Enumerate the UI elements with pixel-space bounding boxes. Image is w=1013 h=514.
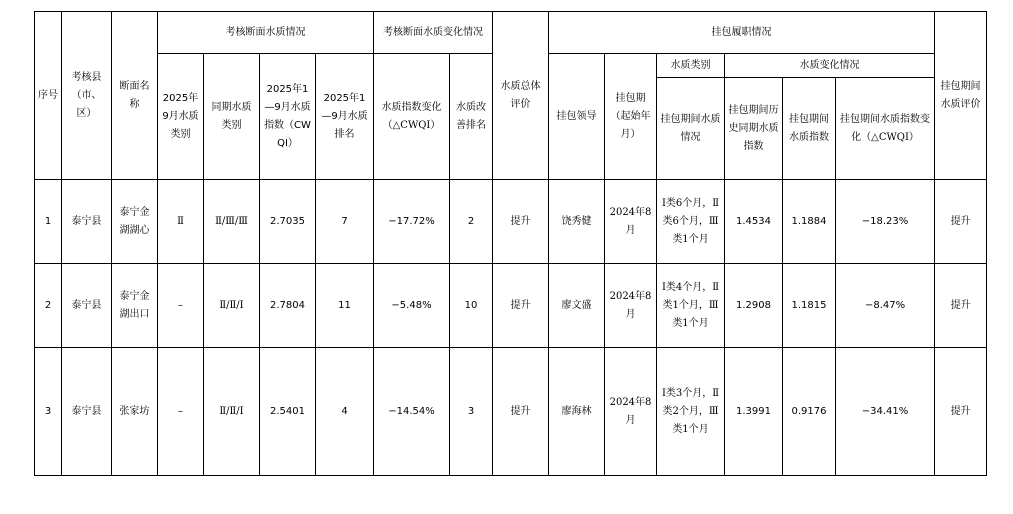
cell-improve-rank: 2: [450, 180, 493, 264]
cell-hist-index: 1.4534: [725, 180, 783, 264]
cell-change: −17.72%: [374, 180, 450, 264]
cell-improve-rank: 10: [450, 264, 493, 348]
header-overall-eval: 水质总体评价: [493, 12, 549, 180]
cell-period-index: 1.1815: [783, 264, 836, 348]
cell-period-eval: 提升: [935, 348, 987, 476]
header-period-class: 挂包期间水质情况: [657, 78, 725, 180]
cell-period: 2024年8月: [605, 264, 657, 348]
header-seq: 序号: [35, 12, 62, 180]
cell-period-class: Ⅰ类6个月，Ⅱ类6个月，Ⅲ类1个月: [657, 180, 725, 264]
cell-period-index: 1.1884: [783, 180, 836, 264]
cell-improve-rank: 3: [450, 348, 493, 476]
cell-period-index: 0.9176: [783, 348, 836, 476]
table-row: [35, 264, 987, 348]
header-period: 挂包期（起始年月）: [605, 54, 657, 180]
header-same-period-class: 同期水质类别: [204, 54, 260, 180]
cell-cwqi: 2.7035: [260, 180, 316, 264]
water-quality-table: [34, 11, 987, 476]
cell-hist-index: 1.2908: [725, 264, 783, 348]
header-section-name: 断面名称: [112, 12, 158, 180]
cell-sept-class: –: [158, 264, 204, 348]
cell-sept-class: –: [158, 348, 204, 476]
header-row-1: [35, 12, 987, 54]
cell-cwqi: 2.5401: [260, 348, 316, 476]
cell-period-class: Ⅰ类3个月，Ⅱ类2个月，Ⅲ类1个月: [657, 348, 725, 476]
cell-change: −5.48%: [374, 264, 450, 348]
header-county: 考核县（市、区）: [62, 12, 112, 180]
cell-cwqi: 2.7804: [260, 264, 316, 348]
cell-leader: 廖海林: [549, 348, 605, 476]
cell-leader: 饶秀健: [549, 180, 605, 264]
header-assess-group: 考核断面水质情况: [158, 12, 374, 54]
cell-rank: 7: [316, 180, 374, 264]
cell-same-period-class: Ⅱ/Ⅱ/Ⅰ: [204, 348, 260, 476]
header-change-group: 考核断面水质变化情况: [374, 12, 493, 54]
header-hist-index: 挂包期间历史同期水质指数: [725, 78, 783, 180]
cell-section: 张家坊: [112, 348, 158, 476]
cell-same-period-class: Ⅱ/Ⅲ/Ⅲ: [204, 180, 260, 264]
header-variation-group: 水质变化情况: [725, 54, 935, 78]
cell-period-class: Ⅰ类4个月，Ⅱ类1个月，Ⅲ类1个月: [657, 264, 725, 348]
cell-seq: 1: [35, 180, 62, 264]
header-index-change: 水质指数变化（△CWQI）: [374, 54, 450, 180]
header-sept-class: 2025年9月水质类别: [158, 54, 204, 180]
header-period-index: 挂包期间水质指数: [783, 78, 836, 180]
cell-hist-index: 1.3991: [725, 348, 783, 476]
cell-change: −14.54%: [374, 348, 450, 476]
header-period-change: 挂包期间水质指数变化（△CWQI）: [836, 78, 935, 180]
cell-eval: 提升: [493, 180, 549, 264]
cell-seq: 3: [35, 348, 62, 476]
header-leader: 挂包领导: [549, 54, 605, 180]
cell-seq: 2: [35, 264, 62, 348]
cell-period-eval: 提升: [935, 180, 987, 264]
header-package-group: 挂包履职情况: [549, 12, 935, 54]
table-row: [35, 348, 987, 476]
cell-section: 泰宁金湖湖心: [112, 180, 158, 264]
cell-leader: 廖文盛: [549, 264, 605, 348]
cell-same-period-class: Ⅱ/Ⅱ/Ⅰ: [204, 264, 260, 348]
cell-eval: 提升: [493, 348, 549, 476]
cell-section: 泰宁金湖出口: [112, 264, 158, 348]
cell-period: 2024年8月: [605, 180, 657, 264]
cell-rank: 4: [316, 348, 374, 476]
cell-county: 泰宁县: [62, 180, 112, 264]
cell-county: 泰宁县: [62, 264, 112, 348]
header-jan-sep-rank: 2025年1—9月水质排名: [316, 54, 374, 180]
header-period-eval: 挂包期间水质评价: [935, 12, 987, 180]
cell-county: 泰宁县: [62, 348, 112, 476]
table-row: [35, 180, 987, 264]
cell-period-change: −8.47%: [836, 264, 935, 348]
cell-period-change: −34.41%: [836, 348, 935, 476]
cell-rank: 11: [316, 264, 374, 348]
header-class-group: 水质类别: [657, 54, 725, 78]
header-jan-sep-index: 2025年1—9月水质指数（CWQI）: [260, 54, 316, 180]
cell-period-eval: 提升: [935, 264, 987, 348]
cell-sept-class: Ⅱ: [158, 180, 204, 264]
header-improve-rank: 水质改善排名: [450, 54, 493, 180]
cell-eval: 提升: [493, 264, 549, 348]
cell-period: 2024年8月: [605, 348, 657, 476]
cell-period-change: −18.23%: [836, 180, 935, 264]
